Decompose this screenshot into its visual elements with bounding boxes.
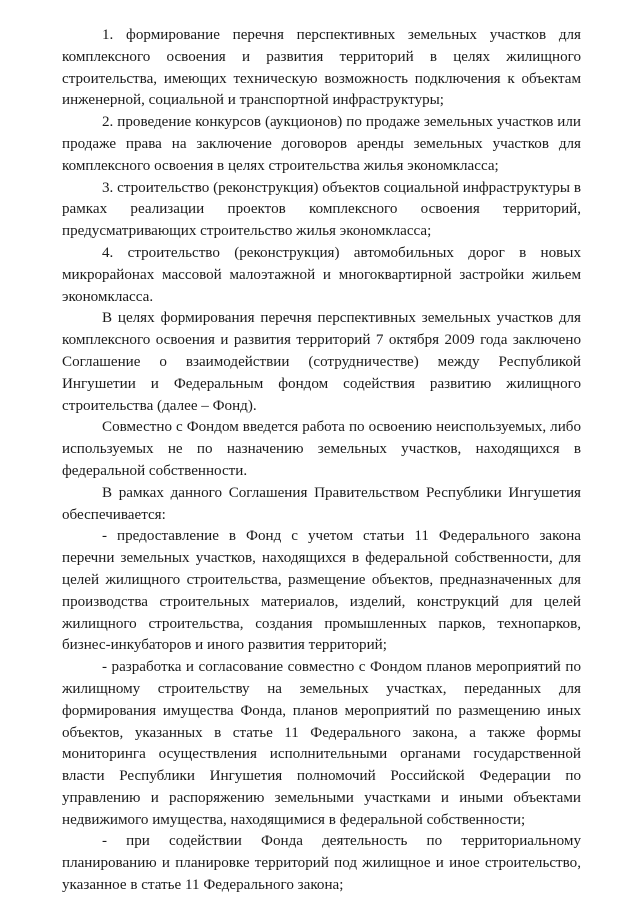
document-page bbox=[62, 25, 581, 897]
list-item-3: 3. строительство (реконструкция) объектов социальной инфраструктуры в рамках реализации проектов комплексного освоения территорий, предусматривающих строительство жилья экономкласса; bbox=[62, 179, 581, 240]
agreement-paragraph: В целях формирования перечня перспективных земельных участков для комплексного освоения и развития территорий 7 октября 2009 года заключено Соглашение о взаимодействии (сотрудничестве) между Республикой Ингушетии и Федеральным фондом содействия развитию жилищного строительства (далее – Фонд). bbox=[62, 310, 581, 414]
bullet-action-plans: - разработка и согласование совместно с Фондом планов мероприятий по жилищному строительству на земельных участках, переданных для формирования имущества Фонда, планов мероприятий по размещению иных объектов, указанных в статье 11 Федерального закона, а также формы мониторинга осуществления исполнительными органами государственной власти Республики Ингушетия полномочий Российской Федерации по управлению и распоряжению земельными участками и иными объектами недвижимого имущества, находящимися в федеральной собственности; bbox=[62, 659, 581, 828]
land-development-paragraph: Совместно с Фондом введется работа по освоению неиспользуемых, либо используемых не по назначению земельных участков, находящихся в федеральной собственности. bbox=[62, 419, 581, 479]
obligations-intro: В рамках данного Соглашения Правительством Республики Ингушетия обеспечивается: bbox=[62, 484, 581, 523]
bullet-territorial-planning: - при содействии Фонда деятельность по территориальному планированию и планировке территорий под жилищное и иное строительство, указанное в статье 11 Федерального закона; bbox=[62, 833, 581, 894]
list-item-4: 4. строительство (реконструкция) автомобильных дорог в новых микрорайонах массовой малоэтажной и многоквартирной застройки жильем экономкласса. bbox=[62, 244, 581, 305]
bullet-land-lists: - предоставление в Фонд с учетом статьи 11 Федерального закона перечни земельных участков, находящихся в федеральной собственности, для целей жилищного строительства, размещение объектов, предназначенных для производства строительных материалов, изделий, конструкций для целей жилищного строительства, создания промышленных парков, технопарков, бизнес-инкубаторов и иного развития территорий; bbox=[62, 528, 581, 654]
list-item-2: 2. проведение конкурсов (аукционов) по продаже земельных участков или продаже права на заключение договоров аренды земельных участков для комплексного освоения в целях строительства жилья экономкласса; bbox=[62, 114, 581, 174]
list-item-1: 1. формирование перечня перспективных земельных участков для комплексного освоения и развития территорий в целях жилищного строительства, имеющих техническую возможность подключения к объектам инженерной, социальной и транспортной инфраструктуры; bbox=[62, 27, 581, 109]
